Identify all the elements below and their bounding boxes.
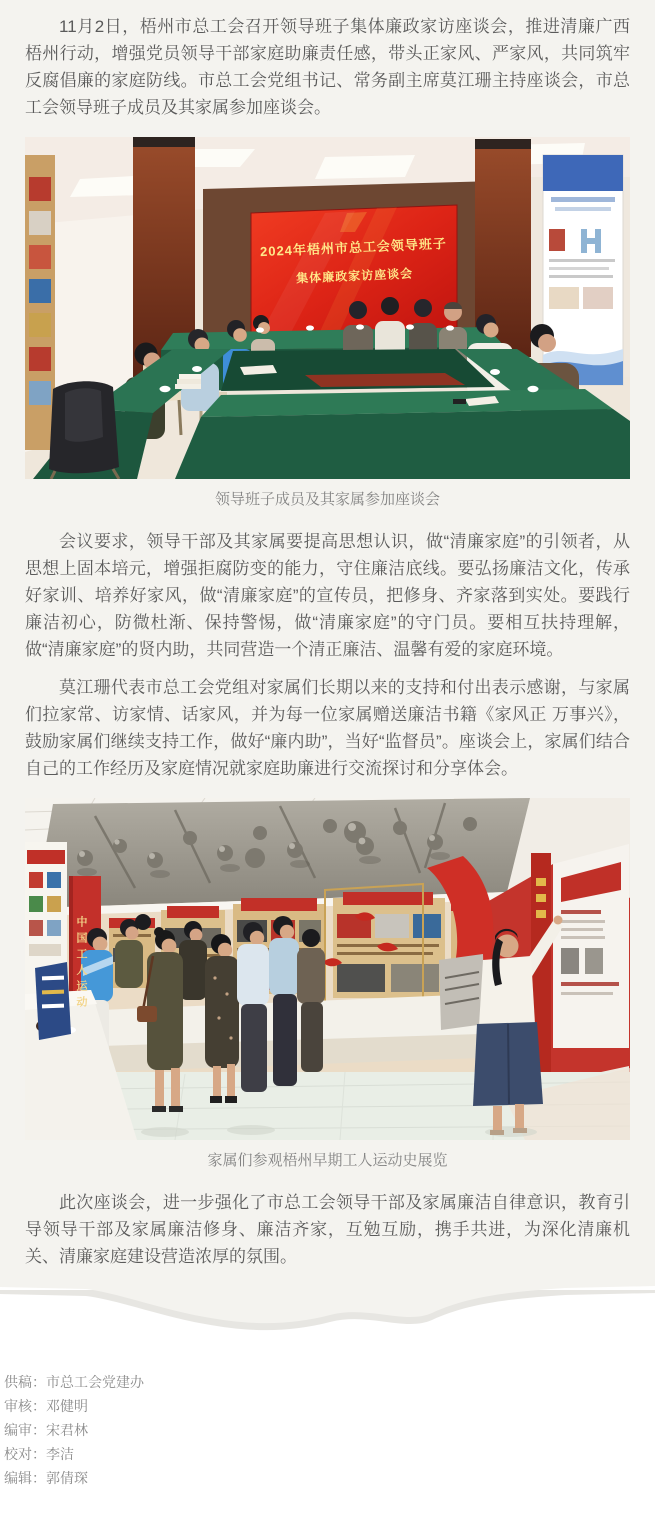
figure-exhibition [25, 798, 630, 1171]
credit-proofreader: 校对：李洁 [4, 1446, 74, 1462]
jacket-on-chair [49, 381, 119, 479]
paragraph-intro: 11月2日，梧州市总工会召开领导班子集体廉政家访座谈会，推进清廉广西梧州行动，增强党员领导干部家庭助廉责任感，带头正家风、严家风，共同筑牢反腐倡廉的家庭防线。市总工会党组书记、常务副主席莫江珊主持座谈会，市总工会领导班子成员及其家属参加座谈会。 [25, 17, 630, 117]
credit-editor: 编辑：郭倩琛 [4, 1470, 88, 1486]
photo-wall [25, 155, 55, 450]
exhibition-hall-illustration [25, 798, 630, 1140]
red-banner-text: 中国工人运动 [75, 916, 87, 1012]
meeting-room-illustration [25, 137, 630, 479]
bw-history-photo [439, 954, 485, 1030]
meeting-photo[interactable] [25, 137, 630, 479]
credits [0, 1335, 655, 1509]
screen-title-line2: 集体廉政家访座谈会 [295, 266, 414, 286]
credit-contributor: 供稿：市总工会党建办 [4, 1374, 144, 1390]
torn-paper-edge [0, 1283, 655, 1335]
credit-editor-in-chief: 编审：宋君林 [4, 1422, 88, 1438]
figure-meeting [25, 137, 630, 510]
screen-title-line1: 2024年梧州市总工会领导班子 [259, 235, 448, 260]
paragraph-conclusion: 此次座谈会，进一步强化了市总工会领导干部及家属廉洁自律意识，教育引导领导干部及家属廉洁修身、廉洁齐家，互勉互励，携手共进，为深化清廉机关、清廉家庭建设营造浓厚的氛围。 [25, 1193, 630, 1266]
paragraph-requirements: 会议要求，领导干部及其家属要提高思想认识，做“清廉家庭”的引领者，从思想上固本培元，增强拒腐防变的能力，守住廉洁底线。要弘扬廉洁文化，传承好家训、培养好家风，做“清廉家庭”的宣传员，把修身、齐家落到实处。要践行廉洁初心，防微杜渐、保持警惕，做“清廉家庭”的守门员。要相互扶持理解，做“清廉家庭”的贤内助，共同营造一个清正廉洁、温馨有爱的家庭环境。 [25, 532, 630, 659]
figure-caption-meeting: 领导班子成员及其家属参加座谈会 [214, 491, 440, 508]
credit-reviewer: 审核：邓健明 [4, 1398, 88, 1414]
paragraph-thanks: 莫江珊代表市总工会党组对家属们长期以来的支持和付出表示感谢，与家属们拉家常、访家情、话家风，并为每一位家属赠送廉洁书籍《家风正 万事兴》，鼓励家属们继续支持工作，做好“廉内助”，当好“监督员”。座谈会上，家属们结合自己的工作经历及家庭情况就家庭助廉进行交流探讨和分享体会。 [25, 678, 630, 778]
led-screen-text [250, 233, 458, 289]
exhibition-photo[interactable] [25, 798, 630, 1140]
figure-caption-exhibition: 家属们参观梧州早期工人运动史展览 [207, 1152, 448, 1169]
poster-board [543, 155, 623, 385]
